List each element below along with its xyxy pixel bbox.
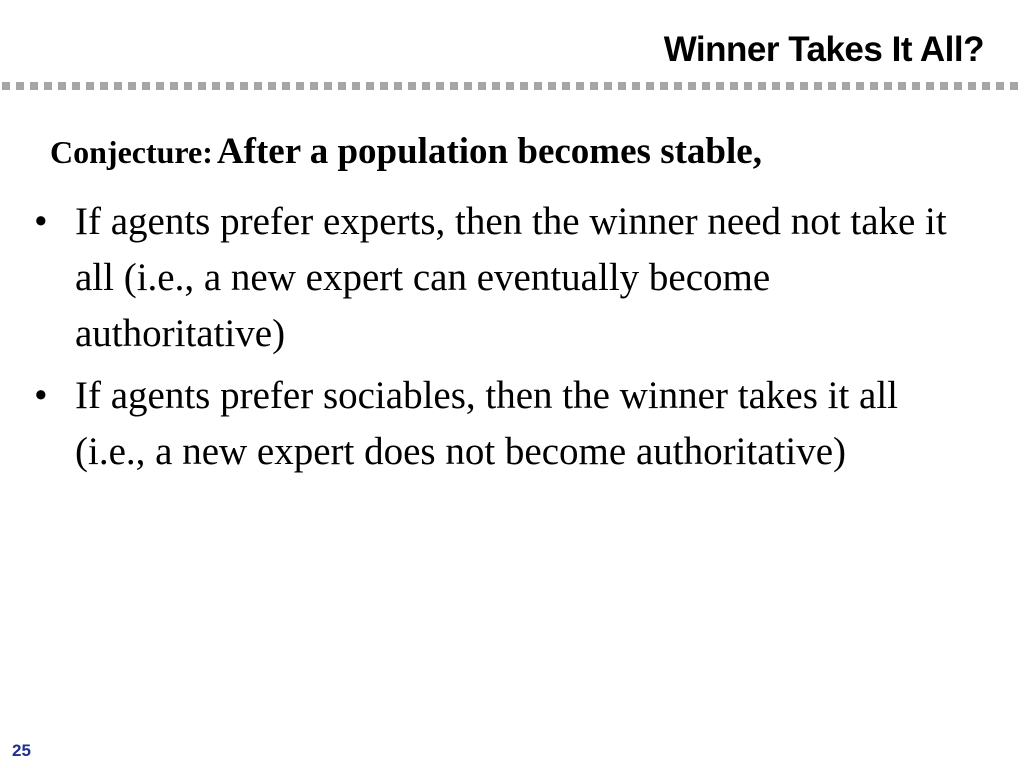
- bullet-text: If agents prefer experts, then the winner need not take it all (i.e., a new expert can eventually become authoritative): [75, 200, 947, 355]
- bullet-icon: •: [34, 374, 48, 417]
- conjecture-label: Conjecture:: [50, 134, 213, 170]
- slide-title: Winner Takes It All?: [663, 30, 984, 69]
- page-number: 25: [12, 741, 31, 760]
- bullet-item: [30, 194, 970, 362]
- bullet-text: If agents prefer sociables, then the winner takes it all (i.e., a new expert does not become authoritative): [75, 374, 899, 473]
- dotted-title-rule: [0, 80, 1024, 92]
- bullet-list: [30, 194, 970, 486]
- bullet-item: [30, 368, 970, 480]
- bullet-icon: •: [34, 200, 48, 243]
- conjecture-line: [50, 130, 762, 173]
- conjecture-statement: After a population becomes stable,: [216, 131, 762, 172]
